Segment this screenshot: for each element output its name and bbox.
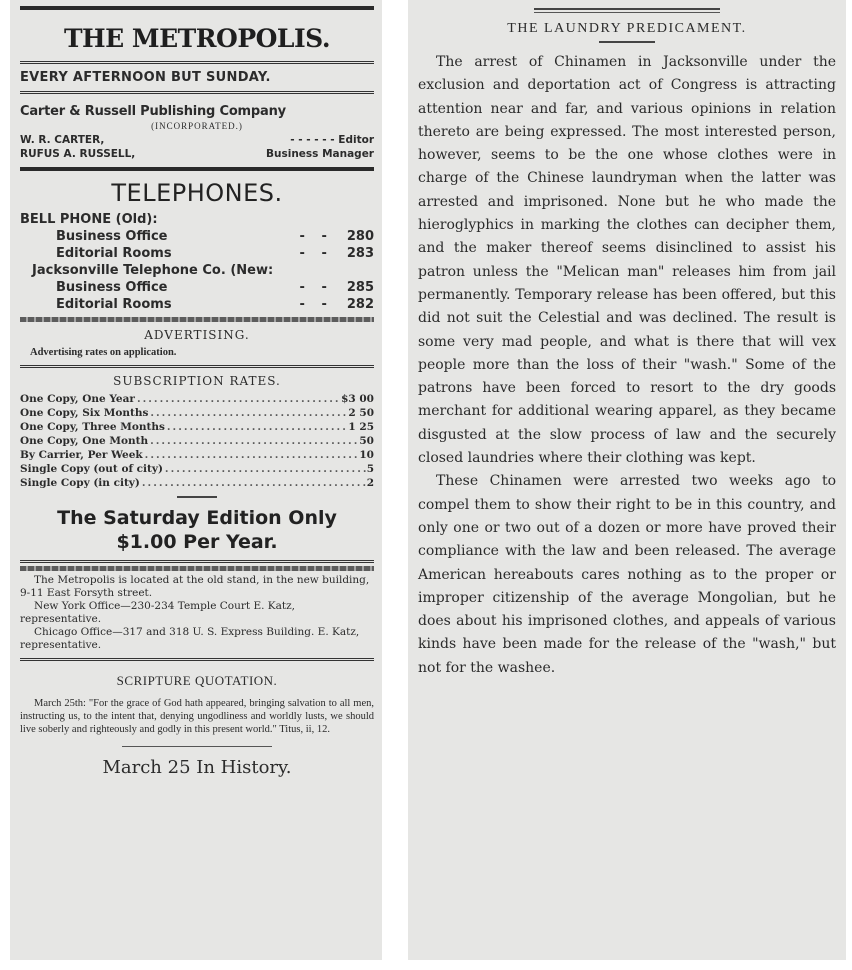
tel-number: 285 [346,280,374,295]
rate-label: One Copy, Three Months [20,421,165,433]
rate-label: Single Copy (in city) [20,477,140,489]
jax-heading-text: Jacksonville Telephone Co. (New: [32,263,274,278]
editor-name: W. R. CARTER, [20,134,105,146]
article-paragraph: These Chinamen were arrested two weeks ago to compel them to show their right to be in this country, and only one or two out of a dozen or more have proved their compliance with the law and been released. The average American hereabouts cares nothing as to the proper or improper citizenship of the average Mongolian, but he does about his imprisoned clothes, and appeals of various kinds have been made for the release of the "wash," but not for the washee. [418,473,836,676]
rate-price: 2 50 [348,407,374,419]
rate-price: 5 [366,463,374,475]
rate-row [20,420,374,434]
left-column [10,0,382,960]
scripture-heading: SCRIPTURE QUOTATION. [116,673,278,688]
ornamental-rule [20,566,374,571]
top-rule [534,8,720,10]
ornamental-rule [20,317,374,322]
subscription-heading: SUBSCRIPTION RATES. [113,374,281,388]
tel-line: Business Office - - 280 [56,229,374,244]
location-line: The Metropolis is located at the old stand, in the new building, 9-11 East Forsyth street. [20,574,370,599]
location-notice [20,574,374,652]
top-rule [20,6,374,10]
tel-label: Business Office [56,229,168,244]
rule [20,658,374,661]
rule [20,560,374,563]
publisher-name: Carter & Russell Publishing Company [20,104,286,119]
short-rule [599,41,655,43]
location-line: New York Office—230-234 Temple Court E. Katz, representative. [20,600,295,625]
rule [20,167,374,171]
tel-label: Editorial Rooms [56,246,172,261]
incorporated-note: (INCORPORATED.) [151,121,243,131]
tel-number: 282 [346,297,374,312]
rate-label: By Carrier, Per Week [20,449,143,461]
tel-label: Business Office [56,280,168,295]
scripture-text: March 25th: "For the grace of God hath appeared, bringing salvation to all men, instructing us, to the intent that, denying ungodliness and worldly lusts, we should live soberly and righteously and godly in this present world." Titus, ii, 12. [20,698,374,735]
rate-label: One Copy, One Year [20,393,135,405]
telephones-heading: TELEPHONES. [111,179,283,207]
history-heading: March 25 In History. [102,757,292,778]
masthead: THE METROPOLIS. [63,24,331,53]
jax-heading [20,262,374,279]
rate-price: 10 [359,449,374,461]
article-title: THE LAUNDRY PREDICAMENT. [507,21,747,36]
rule [20,365,374,368]
rule [20,61,374,64]
saturday-line1: The Saturday Edition Only [57,507,337,529]
rate-price: 1 25 [348,421,374,433]
short-rule [122,746,272,747]
tel-line: Editorial Rooms - - 283 [56,246,374,261]
tel-line: Business Office - - 285 [56,280,374,295]
rate-row [20,406,374,420]
rate-row [20,434,374,448]
advertising-text: Advertising rates on application. [30,347,177,358]
location-line: Chicago Office—317 and 318 U. S. Express Building. E. Katz, representative. [20,626,360,651]
tel-number: 280 [346,229,374,244]
rate-row [20,392,374,406]
top-rule [534,12,720,13]
rate-label: One Copy, One Month [20,435,149,447]
manager-name: RUFUS A. RUSSELL, [20,148,136,160]
article-paragraph: The arrest of Chinamen in Jacksonville under the exclusion and deportation act of Congress is attracting attention near and far, and various opinions in relation thereto are being expressed. The most interested person, however, seems to be the one whose clothes were in charge of the Chinese laundryman when the latter was arrested and imprisoned. None but he who made the hieroglyphics in marking the clothes can decipher them, and the maker thereof seems disinclined to assist his patron unless the "Melican man" releases him from jail permanently. Temporary release has been offered, but this did not suit the Celestial and was declined. The result is some very mad people, and what is there that will vex people more than the loss of their "wash." Some of the patrons have been forced to resort to the dry goods merchant for additional wearing apparel, as they became disgusted at the slow process of law and the securely closed laundries where their clothing was kept. [418,54,836,467]
manager-role: Business Manager [266,148,374,160]
rate-label: One Copy, Six Months [20,407,149,419]
saturday-edition [20,506,374,554]
telephone-list [20,211,374,313]
staff-manager [20,147,374,161]
rate-price: $3 00 [341,393,374,405]
tel-line: Editorial Rooms - - 282 [56,297,374,312]
subscription-rates [20,392,374,490]
rate-row [20,476,374,490]
short-rule [177,496,217,498]
editor-role: - - - - - - Editor [290,134,374,146]
saturday-line2: $1.00 Per Year. [116,531,278,553]
rule [20,91,374,94]
tel-number: 283 [346,246,374,261]
bell-heading-text: BELL PHONE (Old): [20,212,158,227]
staff-editor [20,133,374,147]
publication-schedule: EVERY AFTERNOON BUT SUNDAY. [20,70,271,85]
right-column [408,0,846,960]
rate-row [20,448,374,462]
advertising-heading: ADVERTISING. [144,328,250,342]
bell-heading [20,211,374,228]
rate-label: Single Copy (out of city) [20,463,163,475]
rate-price: 50 [359,435,374,447]
tel-label: Editorial Rooms [56,297,172,312]
rate-price: 2 [366,477,374,489]
rate-row [20,462,374,476]
